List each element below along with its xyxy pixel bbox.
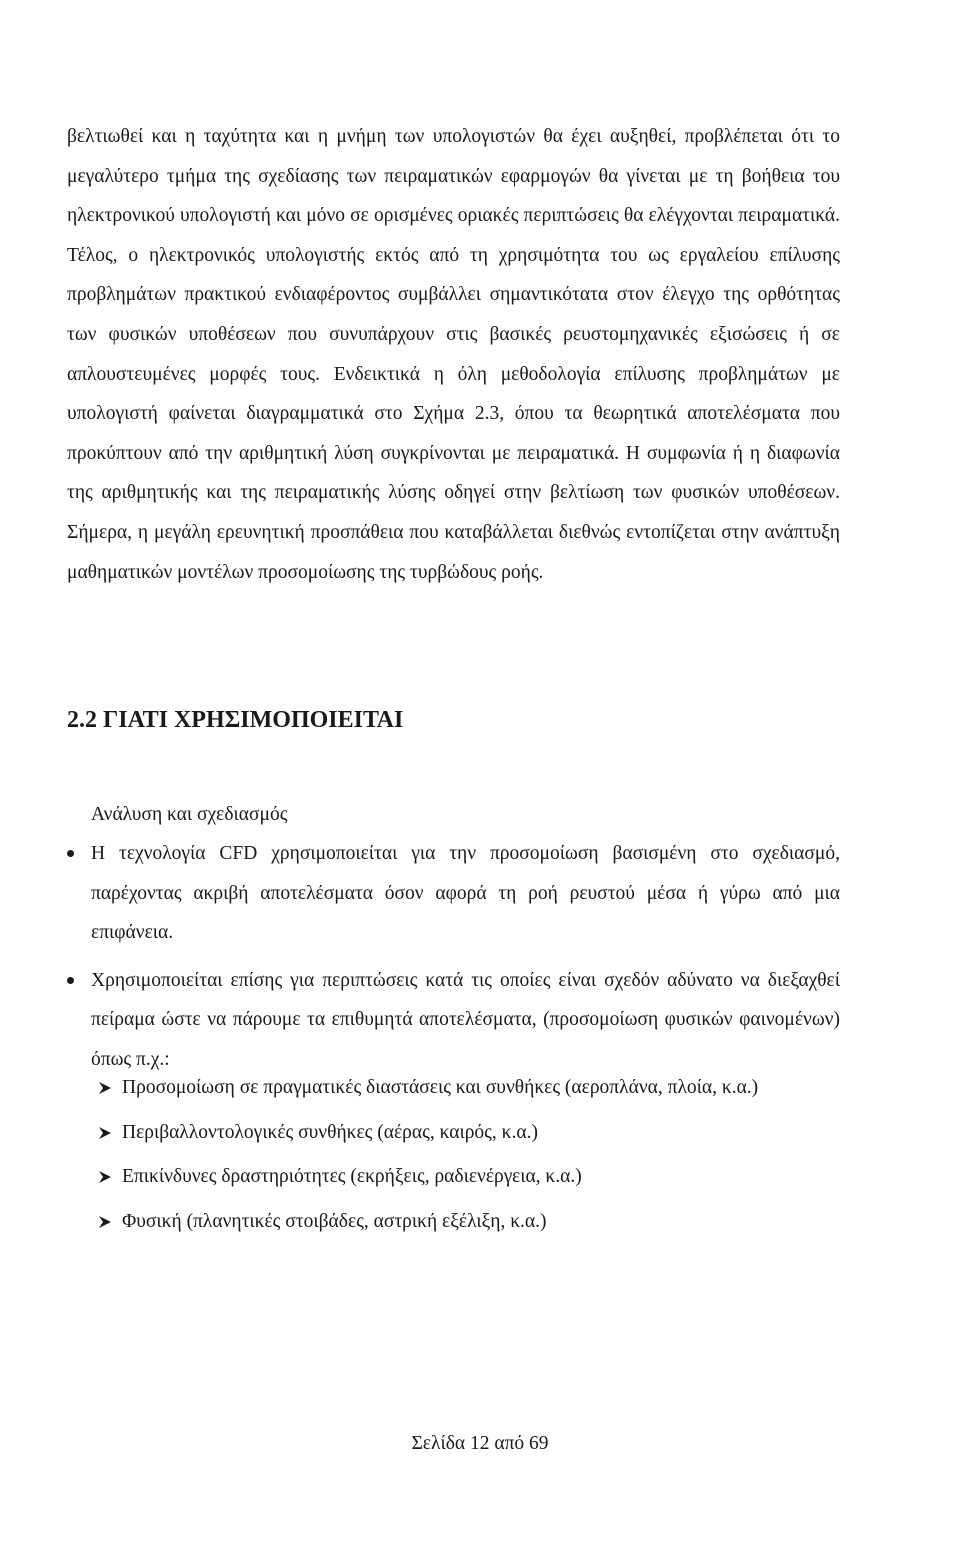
bullet-dot-icon: [67, 850, 74, 857]
bullet-text: Χρησιμοποιείται επίσης για περιπτώσεις κατά τις οποίες είναι σχεδόν αδύνατο να διεξαχθεί πείραμα ώστε να πάρουμε τα επιθυμητά αποτελέσματα, (προσομοίωση φυσικών φαινομένων) όπως π.χ.:: [91, 969, 840, 1070]
subheading: Ανάλυση και σχεδιασμός: [91, 804, 288, 825]
sub-bullet-item: [98, 1113, 840, 1153]
sub-bullet-item: [98, 1068, 840, 1108]
sub-bullet-item: [98, 1202, 840, 1242]
intro-paragraph: βελτιωθεί και η ταχύτητα και η μνήμη των υπολογιστών θα έχει αυξηθεί, προβλέπεται ότι το μεγαλύτερο τμήμα της σχεδίασης των πειραματικών εφαρμογών θα γίνεται με τη βοήθεια του ηλεκτρονικού υπολογιστή και μόνο σε ορισμένες οριακές περιπτώσεις θα ελέγχονται πειραματικά. Τέλος, ο ηλεκτρονικός υπολογιστής εκτός από τη χρησιμότητα του ως εργαλείου επίλυσης προβλημάτων πρακτικού ενδιαφέροντος συμβάλλει σημαντικότατα στον έλεγχο της ορθότητας των φυσικών υποθέσεων που συνυπάρχουν στις βασικές ρευστομηχανικές εξισώσεις ή σε απλουστευμένες μορφές τους. Ενδεικτικά η όλη μεθοδολογία επίλυσης προβλημάτων με υπολογιστή φαίνεται διαγραμματικά στο Σχήμα 2.3, όπου τα θεωρητικά αποτελέσματα που προκύπτουν από την αριθμητική λύση συγκρίνονται με πειραματικά. Η συμφωνία ή η διαφωνία της αριθμητικής και της πειραματικής λύσης οδηγεί στην βελτίωση των φυσικών υποθέσεων. Σήμερα, η μεγάλη ερευνητική προσπάθεια που καταβάλλεται διεθνώς εντοπίζεται στην ανάπτυξη μαθηματικών μοντέλων προσομοίωσης της τυρβώδους ροής.: [67, 126, 840, 583]
arrow-bullet-icon: [98, 1081, 112, 1095]
bullet-item: [67, 834, 840, 953]
sub-bullet-text: Επικίνδυνες δραστηριότητες (εκρήξεις, ραδιενέργεια, κ.α.): [122, 1166, 582, 1188]
arrow-bullet-icon: [98, 1170, 112, 1184]
sub-bullet-item: [98, 1157, 840, 1197]
bullet-text: Η τεχνολογία CFD χρησιμοποιείται για την προσομοίωση βασισμένη στο σχεδιασμό, παρέχοντας ακριβή αποτελέσματα όσον αφορά τη ροή ρευστού μέσα ή γύρω από μια επιφάνεια.: [91, 843, 840, 944]
sub-bullet-text: Περιβαλλοντολογικές συνθήκες (αέρας, καιρός, κ.α.): [122, 1121, 538, 1143]
arrow-bullet-icon: [98, 1126, 112, 1140]
page-number-footer: Σελίδα 12 από 69: [411, 1433, 549, 1454]
arrow-bullet-icon: [98, 1215, 112, 1229]
bullet-dot-icon: [67, 977, 74, 984]
sub-bullet-text: Προσομοίωση σε πραγματικές διαστάσεις και συνθήκες (αεροπλάνα, πλοία, κ.α.): [122, 1077, 759, 1098]
bullet-item: [67, 961, 840, 1080]
bullet-list: [67, 834, 840, 1080]
section-heading: 2.2 ΓΙΑΤΙ ΧΡΗΣΙΜΟΠΟΙΕΙΤΑΙ: [67, 707, 404, 733]
sub-bullet-text: Φυσική (πλανητικές στοιβάδες, αστρική εξέλιξη, κ.α.): [122, 1210, 547, 1232]
sub-bullet-list: [98, 1068, 840, 1246]
